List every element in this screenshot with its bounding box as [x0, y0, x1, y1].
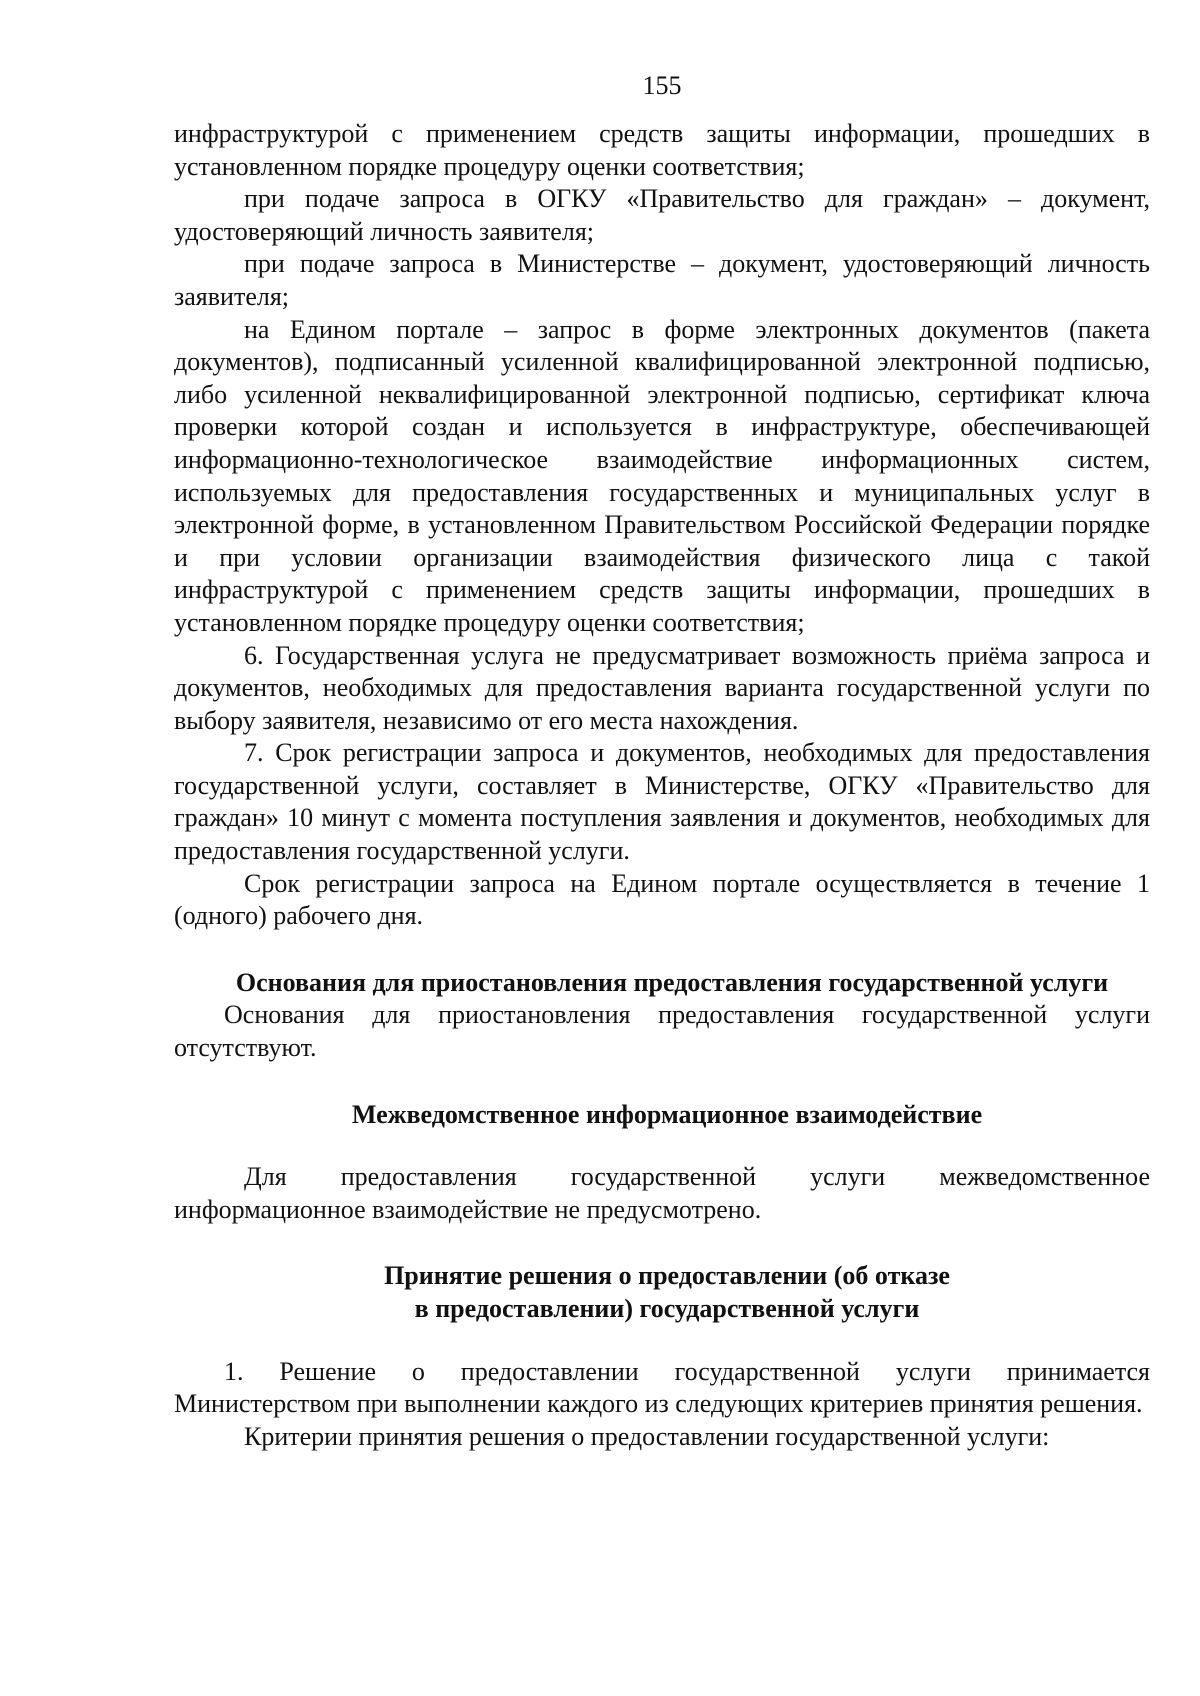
paragraph-item-7: 7. Срок регистрации запроса и документов, необходимых для предоставления государственной услуги, составляет в Министерстве, ОГКУ «Правительство для граждан» 10 минут с момента поступления заявления и документов, необходимых для предоставления государственной услуги. — [174, 738, 1150, 866]
spacer — [174, 933, 1150, 967]
spacer — [174, 1131, 1150, 1161]
paragraph-item-6: 6. Государственная услуга не предусматривает возможность приёма запроса и документов, необходимых для предоставления варианта государственной услуги по выбору заявителя, независимо от его места нахождения. — [174, 640, 1150, 735]
section-heading-suspension: Основания для приостановления предоставления государственной услуги — [235, 967, 1109, 997]
document-body — [174, 118, 1150, 1453]
paragraph-decision-item-1: 1. Решение о предоставлении государственной услуги принимается Министерством при выполнении каждого из следующих критериев принятия решения. — [174, 1356, 1150, 1419]
paragraph-registration-term: Срок регистрации запроса на Едином портале осуществляется в течение 1 (одного) рабочего дня. — [174, 868, 1150, 931]
spacer — [174, 1226, 1150, 1260]
section-heading-interagency: Межведомственное информационное взаимодействие — [351, 1099, 983, 1129]
section-heading-decision-line1: Принятие решения о предоставлении (об отказе — [384, 1261, 950, 1291]
paragraph-unified-portal: на Едином портале – запрос в форме электронных документов (пакета документов), подписанный усиленной квалифицированной электронной подписью, либо усиленной неквалифицированной электронной подписью, сертификат ключа проверки которой создан и используется в инфраструктуре, обеспечивающей информационно-технологическое взаимодействие информационных систем, используемых для предоставления государственных и муниципальных услуг в электронной форме, в установленном Правительством Российской Федерации порядке и при условии организации взаимодействия физического лица с такой инфраструктурой с применением средств защиты информации, прошедших в установленном порядке процедуру оценки соответствия; — [174, 314, 1150, 637]
paragraph-ministry-request: при подаче запроса в Министерстве – документ, удостоверяющий личность заявителя; — [174, 249, 1150, 311]
paragraph-interagency: Для предоставления государственной услуги межведомственное информационное взаимодействие не предусмотрено. — [174, 1162, 1150, 1224]
section-heading-decision-line2: в предоставлении) государственной услуги — [414, 1294, 920, 1323]
spacer — [174, 1065, 1150, 1099]
spacer — [174, 1326, 1150, 1356]
page-number: 155 — [642, 71, 682, 100]
paragraph-decision-criteria: Критерии принятия решения о предоставлении государственной услуги: — [244, 1421, 1050, 1451]
paragraph-continuation: инфраструктурой с применением средств защиты информации, прошедших в установленном порядке процедуру оценки соответствия; — [174, 119, 1150, 181]
paragraph-suspension: Основания для приостановления предоставления государственной услуги отсутствуют. — [174, 1000, 1150, 1063]
paragraph-ogku-request: при подаче запроса в ОГКУ «Правительство для граждан» – документ, удостоверяющий личность заявителя; — [174, 184, 1150, 246]
